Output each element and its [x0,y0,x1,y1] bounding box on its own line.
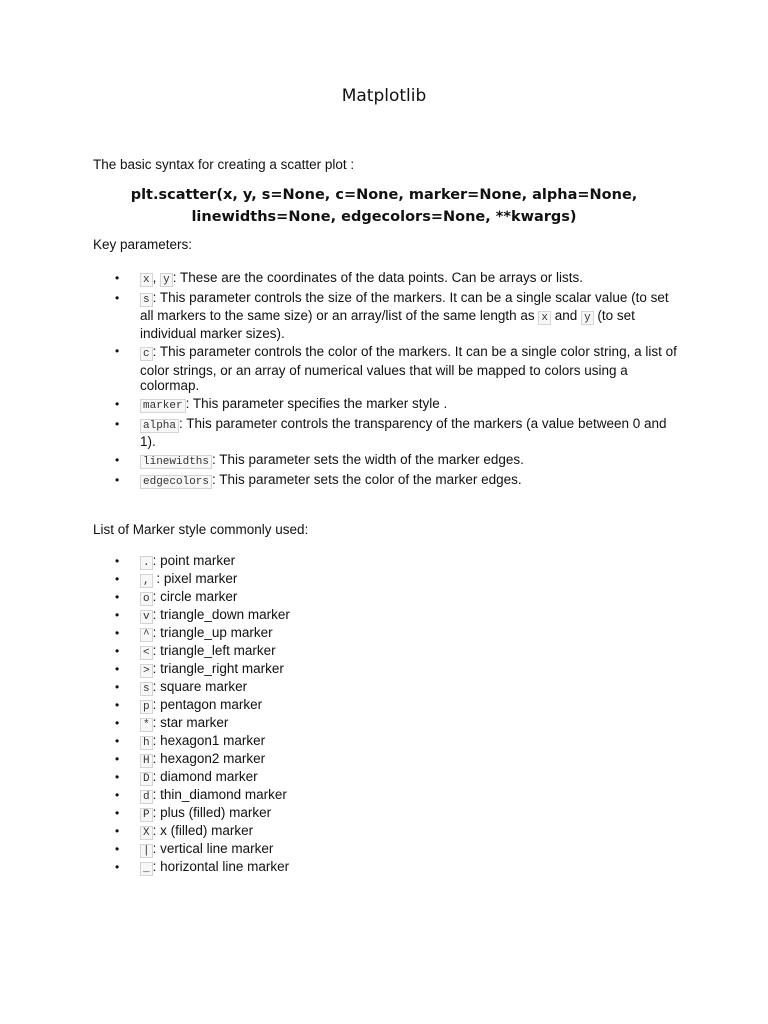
list-item: • ^ : triangle_up marker [93,625,683,643]
list-item: • _ : horizontal line marker [93,859,683,877]
list-item: • , : pixel marker [93,571,683,589]
list-item: • . : point marker [93,553,683,571]
list-item: • o : circle marker [93,589,683,607]
list-item: • s : square marker [93,679,683,697]
list-item: • marker : This parameter specifies the marker style . [93,396,683,414]
list-item: • P : plus (filled) marker [93,805,683,823]
list-item: • > : triangle_right marker [93,661,683,679]
list-item: • linewidths : This parameter sets the width of the marker edges. [93,452,683,470]
list-item: • D : diamond marker [93,769,683,787]
markers-list [93,553,683,877]
list-item: • x , y : These are the coordinates of the data points. Can be arrays or lists. [93,270,683,288]
code-linewidths: linewidths [140,455,212,469]
list-item: • H : hexagon2 marker [93,751,683,769]
list-item: • p : pentagon marker [93,697,683,715]
list-item: • s : This parameter controls the size of the markers. It can be a single scalar value (to set all markers to the same size) or an array/list of the same length as x and y (to set individual marker sizes). [93,290,683,342]
syntax-line-2: linewidths=None, edgecolors=None, **kwargs) [191,209,577,225]
list-item: • < : triangle_left marker [93,643,683,661]
code-y: y [160,273,173,287]
list-item: • d : thin_diamond marker [93,787,683,805]
code-s: s [140,293,153,307]
code-marker: marker [140,399,186,413]
list-item: • v : triangle_down marker [93,607,683,625]
list-item: • h : hexagon1 marker [93,733,683,751]
params-list [93,270,683,492]
page-title: Matplotlib [341,86,427,106]
code-alpha: alpha [140,419,179,433]
list-item: • alpha : This parameter controls the transparency of the markers (a value between 0 and 1). [93,416,683,450]
list-item: • edgecolors : This parameter sets the color of the marker edges. [93,472,683,490]
list-item: • X : x (filled) marker [93,823,683,841]
markers-heading: List of Marker style commonly used: [93,522,309,537]
list-item: • c : This parameter controls the color of the markers. It can be a single color string, a list of color strings, or an array of numerical values that will be mapped to colors using a colormap. [93,344,683,394]
syntax-block [0,184,768,228]
intro-text: The basic syntax for creating a scatter plot : [93,157,355,172]
code-c: c [140,347,153,361]
syntax-line-1: plt.scatter(x, y, s=None, c=None, marker=None, alpha=None, [130,187,638,203]
list-item: • * : star marker [93,715,683,733]
code-edgecolors: edgecolors [140,475,212,489]
list-item: • | : vertical line marker [93,841,683,859]
code-x: x [140,273,153,287]
key-params-heading: Key parameters: [93,237,193,252]
